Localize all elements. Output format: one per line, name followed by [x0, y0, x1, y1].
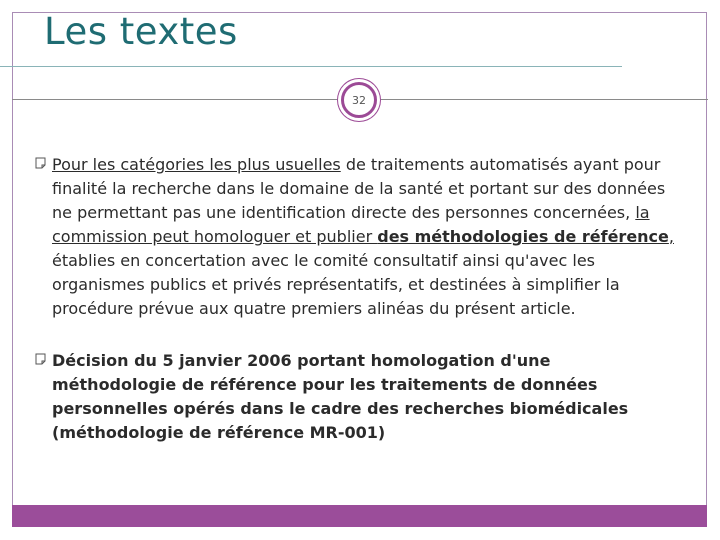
page-number: 32: [352, 93, 366, 107]
slide-title: Les textes: [44, 10, 238, 53]
footer-accent-bar: [12, 505, 707, 527]
underlined-text: ,: [668, 227, 674, 246]
emphasized-text: des méthodologies de référence: [377, 227, 669, 246]
paragraph-law-article: [34, 153, 674, 321]
paragraph-decision: [34, 349, 674, 445]
body-text: établies en concertation avec le comité consultatif ainsi qu'avec les organismes publics et privés représentatifs, et destinées à simplifier la procédure prévue aux quatre premiers alinéas du présent article.: [52, 251, 620, 318]
underlined-text: la commission peut homologuer et publier: [52, 203, 650, 246]
bullet-icon: [34, 352, 47, 365]
page-number-badge: [341, 82, 377, 118]
header-divider-left: [12, 99, 342, 100]
underlined-text: Pour les catégories les plus usuelles: [52, 155, 341, 174]
slide-content: [34, 153, 674, 445]
header-divider-right: [378, 99, 708, 100]
body-text: de traitements automatisés ayant pour finalité la recherche dans le domaine de la santé et portant sur des données ne permettant pas une identification directe des personnes concernées,: [52, 155, 666, 222]
decision-text: Décision du 5 janvier 2006 portant homologation d'une méthodologie de référence pour les traitements de données personnelles opérés dans le cadre des recherches biomédicales (méthodologie de référence MR-001): [52, 351, 629, 442]
bullet-icon: [34, 156, 47, 169]
title-underline: [0, 66, 622, 67]
